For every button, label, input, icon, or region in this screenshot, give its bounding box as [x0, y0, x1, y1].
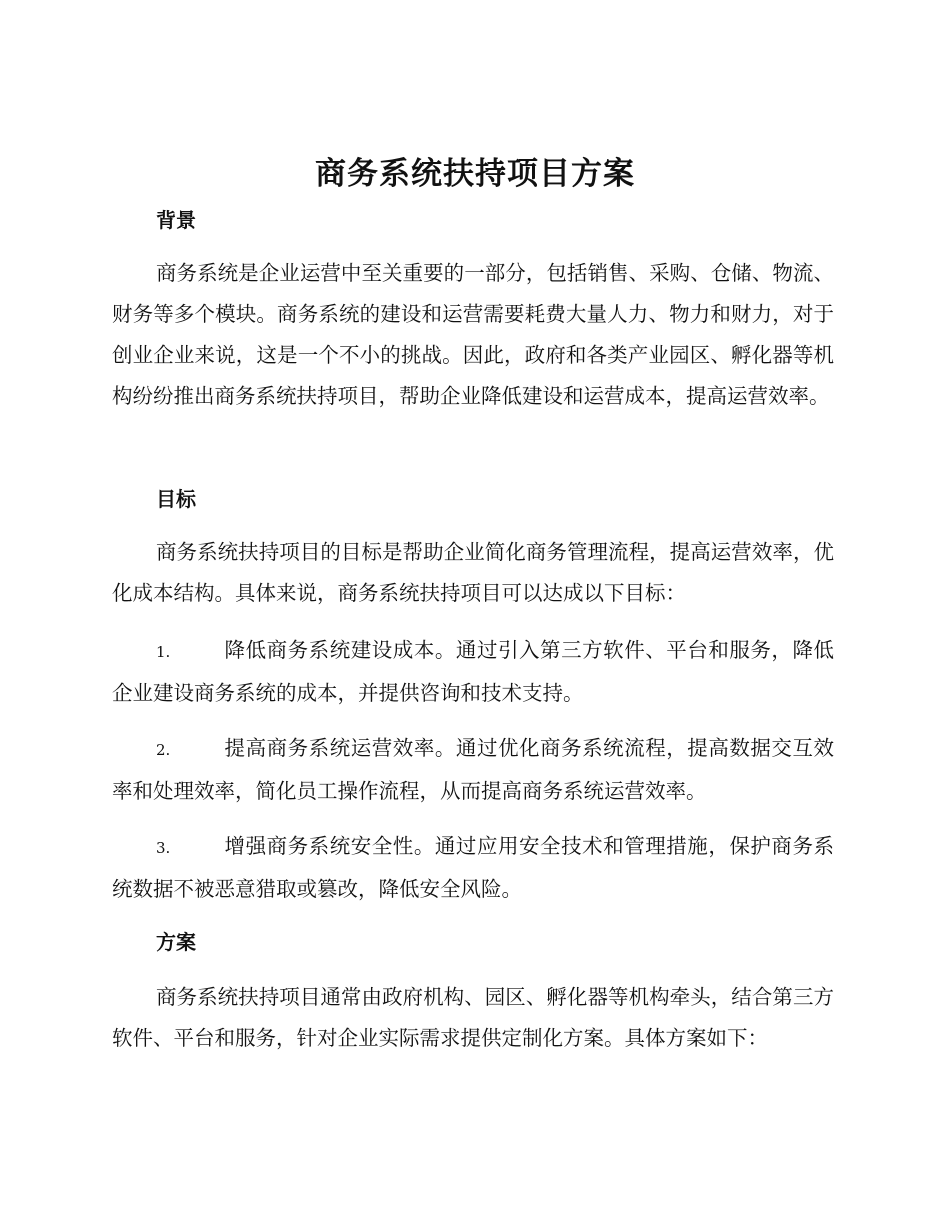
section-heading-background: 背景: [156, 208, 196, 232]
document-title: 商务系统扶持项目方案: [315, 156, 635, 192]
list-item-number: 3.: [156, 839, 171, 857]
list-item-text: 增强商务系统安全性。通过应用安全技术和管理措施，保护商务系统数据不被恶意猎取或篡改，降低安全风险。: [112, 834, 834, 901]
background-paragraph: 商务系统是企业运营中至关重要的一部分，包括销售、采购、仓储、物流、财务等多个模块。商务系统的建设和运营需要耗费大量人力、物力和财力，对于创业企业来说，这是一个不小的挑战。因此，政府和各类产业园区、孵化器等机构纷纷推出商务系统扶持项目，帮助企业降低建设和运营成本，提高运营效率。: [112, 261, 834, 408]
section-heading-plan: 方案: [156, 930, 196, 954]
goal-list-item: [112, 630, 834, 714]
list-item-text: 降低商务系统建设成本。通过引入第三方软件、平台和服务，降低企业建设商务系统的成本，并提供咨询和技术支持。: [112, 638, 834, 705]
section-heading-goals: 目标: [156, 487, 196, 511]
goal-list-item: [112, 728, 834, 812]
list-item-number: 1.: [156, 643, 171, 661]
goals-paragraph: 商务系统扶持项目的目标是帮助企业简化商务管理流程，提高运营效率，优化成本结构。具体来说，商务系统扶持项目可以达成以下目标：: [112, 540, 834, 605]
list-item-number: 2.: [156, 741, 171, 759]
goal-list-item: [112, 826, 834, 910]
plan-paragraph: 商务系统扶持项目通常由政府机构、园区、孵化器等机构牵头，结合第三方软件、平台和服务，针对企业实际需求提供定制化方案。具体方案如下：: [112, 985, 834, 1050]
list-item-text: 提高商务系统运营效率。通过优化商务系统流程，提高数据交互效率和处理效率，简化员工操作流程，从而提高商务系统运营效率。: [112, 736, 834, 803]
